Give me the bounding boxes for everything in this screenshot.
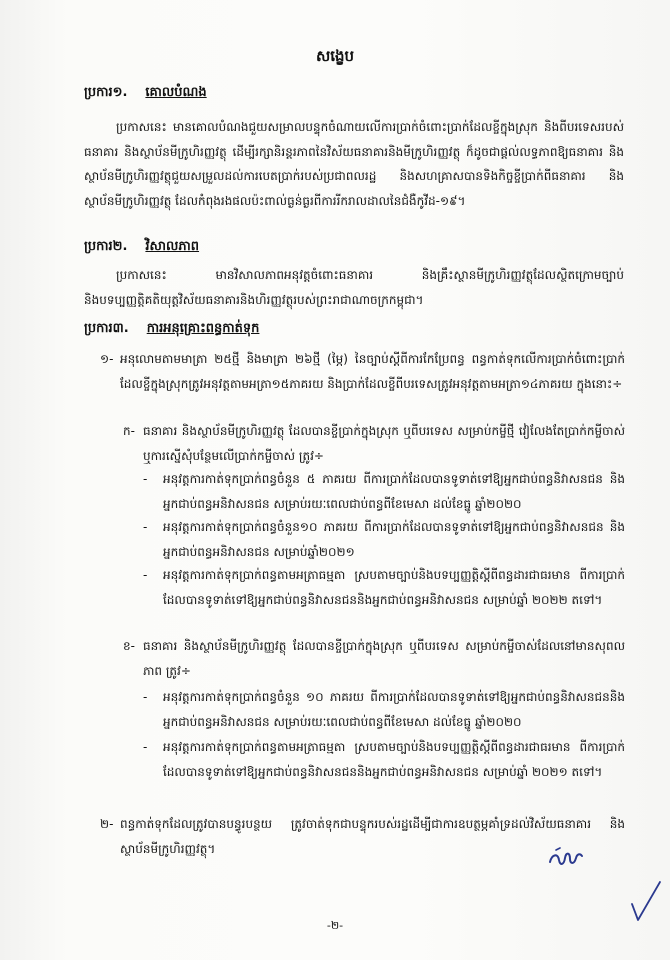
dash-marker: - (143, 568, 148, 582)
subitem-marker: ក- (123, 424, 135, 438)
article-3-subitem-ka (123, 419, 625, 468)
article-2-text: ប្រកាសនេះ មានវិសាលភាពអនុវត្តចំពោះធនាគារ និងគ្រឹះស្ថានមីក្រូហិរញ្ញវត្ថុដែលស្ថិតក្រោមច្បាប់និងបទប្បញ្ញត្តិគតិយុត្តវិស័យធនាគារនិងហិរញ្ញវត្ថុរបស់ព្រះរាជាណាចក្រកម្ពុជា។ (84, 268, 624, 307)
article-1-text: ប្រកាសនេះ មានគោលបំណងជួយសម្រាលបន្ទុកចំណាយលើការប្រាក់ចំពោះប្រាក់ដែលខ្ចីក្នុងស្រុក និងពីបរទេសរបស់ធនាគារ និងស្ថាប័នមីក្រូហិរញ្ញវត្ថុ ដើម្បីរក្សានិរន្តរភាពនៃវិស័យធនាគារនិងមីក្រូហិរញ្ញវត្ថុ ក៏ដូចជាផ្តល់លទ្ធភាពឱ្យធនាគារ និងស្ថាប័នមីក្រូហិរញ្ញវត្ថុជួយសម្រួលដល់ការបេតប្រាក់របស់ប្រជាពលរដ្ឋ និងសហគ្រាសបានទិងកិច្ចខ្ចីប្រាក់ពីធនាគារ និងស្ថាប័នមីក្រូហិរញ្ញវត្ថុ ដែលកំពុងរងផលប៉ះពាល់ធ្ងន់ធ្ងរពីការរីករាលដាលនៃជំងឺកូវីដ-១៩។ (84, 120, 624, 208)
item-marker: ១- (100, 352, 114, 366)
bullet-text: អនុវត្តការកាត់ទុកប្រាក់ពន្ធចំនួន១០ ភាគរយ ពីការប្រាក់ដែលបានទូទាត់ទៅឱ្យអ្នកជាប់ពន្ធនិវាសនជន និងអ្នកជាប់ពន្ធអនិវាសនជន សម្រាប់ឆ្នាំ២០២១ (163, 520, 625, 559)
article-3-subitem-kha (123, 634, 625, 683)
bullet-item (143, 735, 625, 784)
article-3-number: ប្រការ៣. (84, 321, 129, 336)
article-3-heading (84, 320, 259, 339)
article-1-number: ប្រការ១. (84, 85, 128, 100)
article-3-item-1 (100, 347, 625, 396)
bullet-item (143, 563, 625, 612)
item-text: ពន្ធកាត់ទុកដែលត្រូវបានបន្ធូរបន្ថយ ត្រូវចាត់ទុកជាបន្ទុករបស់រដ្ឋដើម្បីជាការឧបត្ថម្ភគាំទ្រដល់វិស័យធនាគារ និងស្ថាប័នមីក្រូហិរញ្ញវត្ថុ។ (120, 817, 625, 856)
dash-marker: - (143, 472, 148, 486)
dash-marker: - (143, 520, 148, 534)
bullet-item (143, 467, 625, 516)
dash-marker: - (143, 690, 148, 704)
bullet-item (143, 515, 625, 564)
bullet-item (143, 685, 625, 734)
corner-pen-mark (628, 880, 662, 928)
article-3-label: ការអនុគ្រោះពន្ធកាត់ទុក (146, 321, 260, 336)
article-2-number: ប្រការ២. (84, 239, 128, 254)
article-2-label: វិសាលភាព (145, 239, 200, 254)
bullet-text: អនុវត្តការកាត់ទុកប្រាក់ពន្ធចំនួន ៥ ភាគរយ ពីការប្រាក់ដែលបានទូទាត់ទៅឱ្យអ្នកជាប់ពន្ធនិវាសនជន និងអ្នកជាប់ពន្ធអនិវាសនជន សម្រាប់រយៈពេលជាប់ពន្ធពីខែមេសា ដល់ខែធ្នូ ឆ្នាំ២០២០ (163, 472, 625, 511)
signature-initials (548, 846, 584, 874)
article-2-heading (84, 238, 199, 257)
page-number: -២- (326, 919, 344, 932)
bullet-text: អនុវត្តការកាត់ទុកប្រាក់ពន្ធចំនួន ១០ ភាគរយ ពីការប្រាក់ដែលបានទូទាត់ទៅឱ្យអ្នកជាប់ពន្ធនិវាសនជននិងអ្នកជាប់ពន្ធអនិវាសនជន សម្រាប់រយៈពេលជាប់ពន្ធពីខែមេសា ដល់ខែធ្នូ ឆ្នាំ២០២០ (163, 690, 625, 729)
article-1-label: គោលបំណង (145, 85, 207, 100)
item-marker: ២- (100, 817, 114, 831)
dash-marker: - (143, 740, 148, 754)
subitem-text: ធនាគារ និងស្ថាប័នមីក្រូហិរញ្ញវត្ថុ ដែលបានខ្ចីប្រាក់ក្នុងស្រុក ឬពីបរទេស សម្រាប់កម្ចីចាស់ដែលនៅមានសុពលភាព ត្រូវ÷ (143, 639, 625, 678)
document-title: សង្ខេប (315, 47, 355, 65)
item-text: អនុលោមតាមមាត្រា ២៥ថ្មី និងមាត្រា ២៦ថ្មី (ម្ភៃ) នៃច្បាប់ស្តីពីការកែប្រែពន្ធ ពន្ធកាត់ទុកលើការប្រាក់ចំពោះប្រាក់ដែលខ្ចីក្នុងស្រុកត្រូវអនុវត្តតាមអត្រា១៥ភាគរយ និងប្រាក់ដែលខ្ចីពីបរទេសត្រូវអនុវត្តតាមអត្រា១៤ភាគរយ ក្នុងនោះ÷ (120, 352, 625, 391)
pen-stroke-drawing (628, 880, 662, 924)
subitem-marker: ខ- (123, 639, 135, 653)
bullet-text: អនុវត្តការកាត់ទុកប្រាក់ពន្ធតាមអត្រាធម្មតា ស្របតាមច្បាប់និងបទប្បញ្ញត្តិស្តីពីពន្ធដារជាធរមាន ពីការប្រាក់ដែលបានទូទាត់ទៅឱ្យអ្នកជាប់ពន្ធនិវាសនជននិងអ្នកជាប់ពន្ធអនិវាសនជន សម្រាប់ឆ្នាំ ២០២២ តទៅ។ (163, 568, 625, 607)
article-1-heading (84, 84, 207, 103)
subitem-text: ធនាគារ និងស្ថាប័នមីក្រូហិរញ្ញវត្ថុ ដែលបានខ្ចីប្រាក់ក្នុងស្រុក ឬពីបរទេស សម្រាប់កម្ចីថ្មី វៀលែងតែប្រាក់កម្ចីចាស់ ឬការស្នើសុំបន្ថែមលើប្រាក់កម្ចីចាស់ ត្រូវ÷ (143, 424, 625, 463)
signature-drawing (548, 846, 584, 870)
bullet-text: អនុវត្តការកាត់ទុកប្រាក់ពន្ធតាមអត្រាធម្មតា ស្របតាមច្បាប់និងបទប្បញ្ញត្តិស្តីពីពន្ធដារជាធរមាន ពីការប្រាក់ដែលបានទូទាត់ទៅឱ្យអ្នកជាប់ពន្ធនិវាសនជននិងអ្នកជាប់ពន្ធអនិវាសនជន សម្រាប់ឆ្នាំ ២០២១ តទៅ។ (163, 740, 625, 779)
